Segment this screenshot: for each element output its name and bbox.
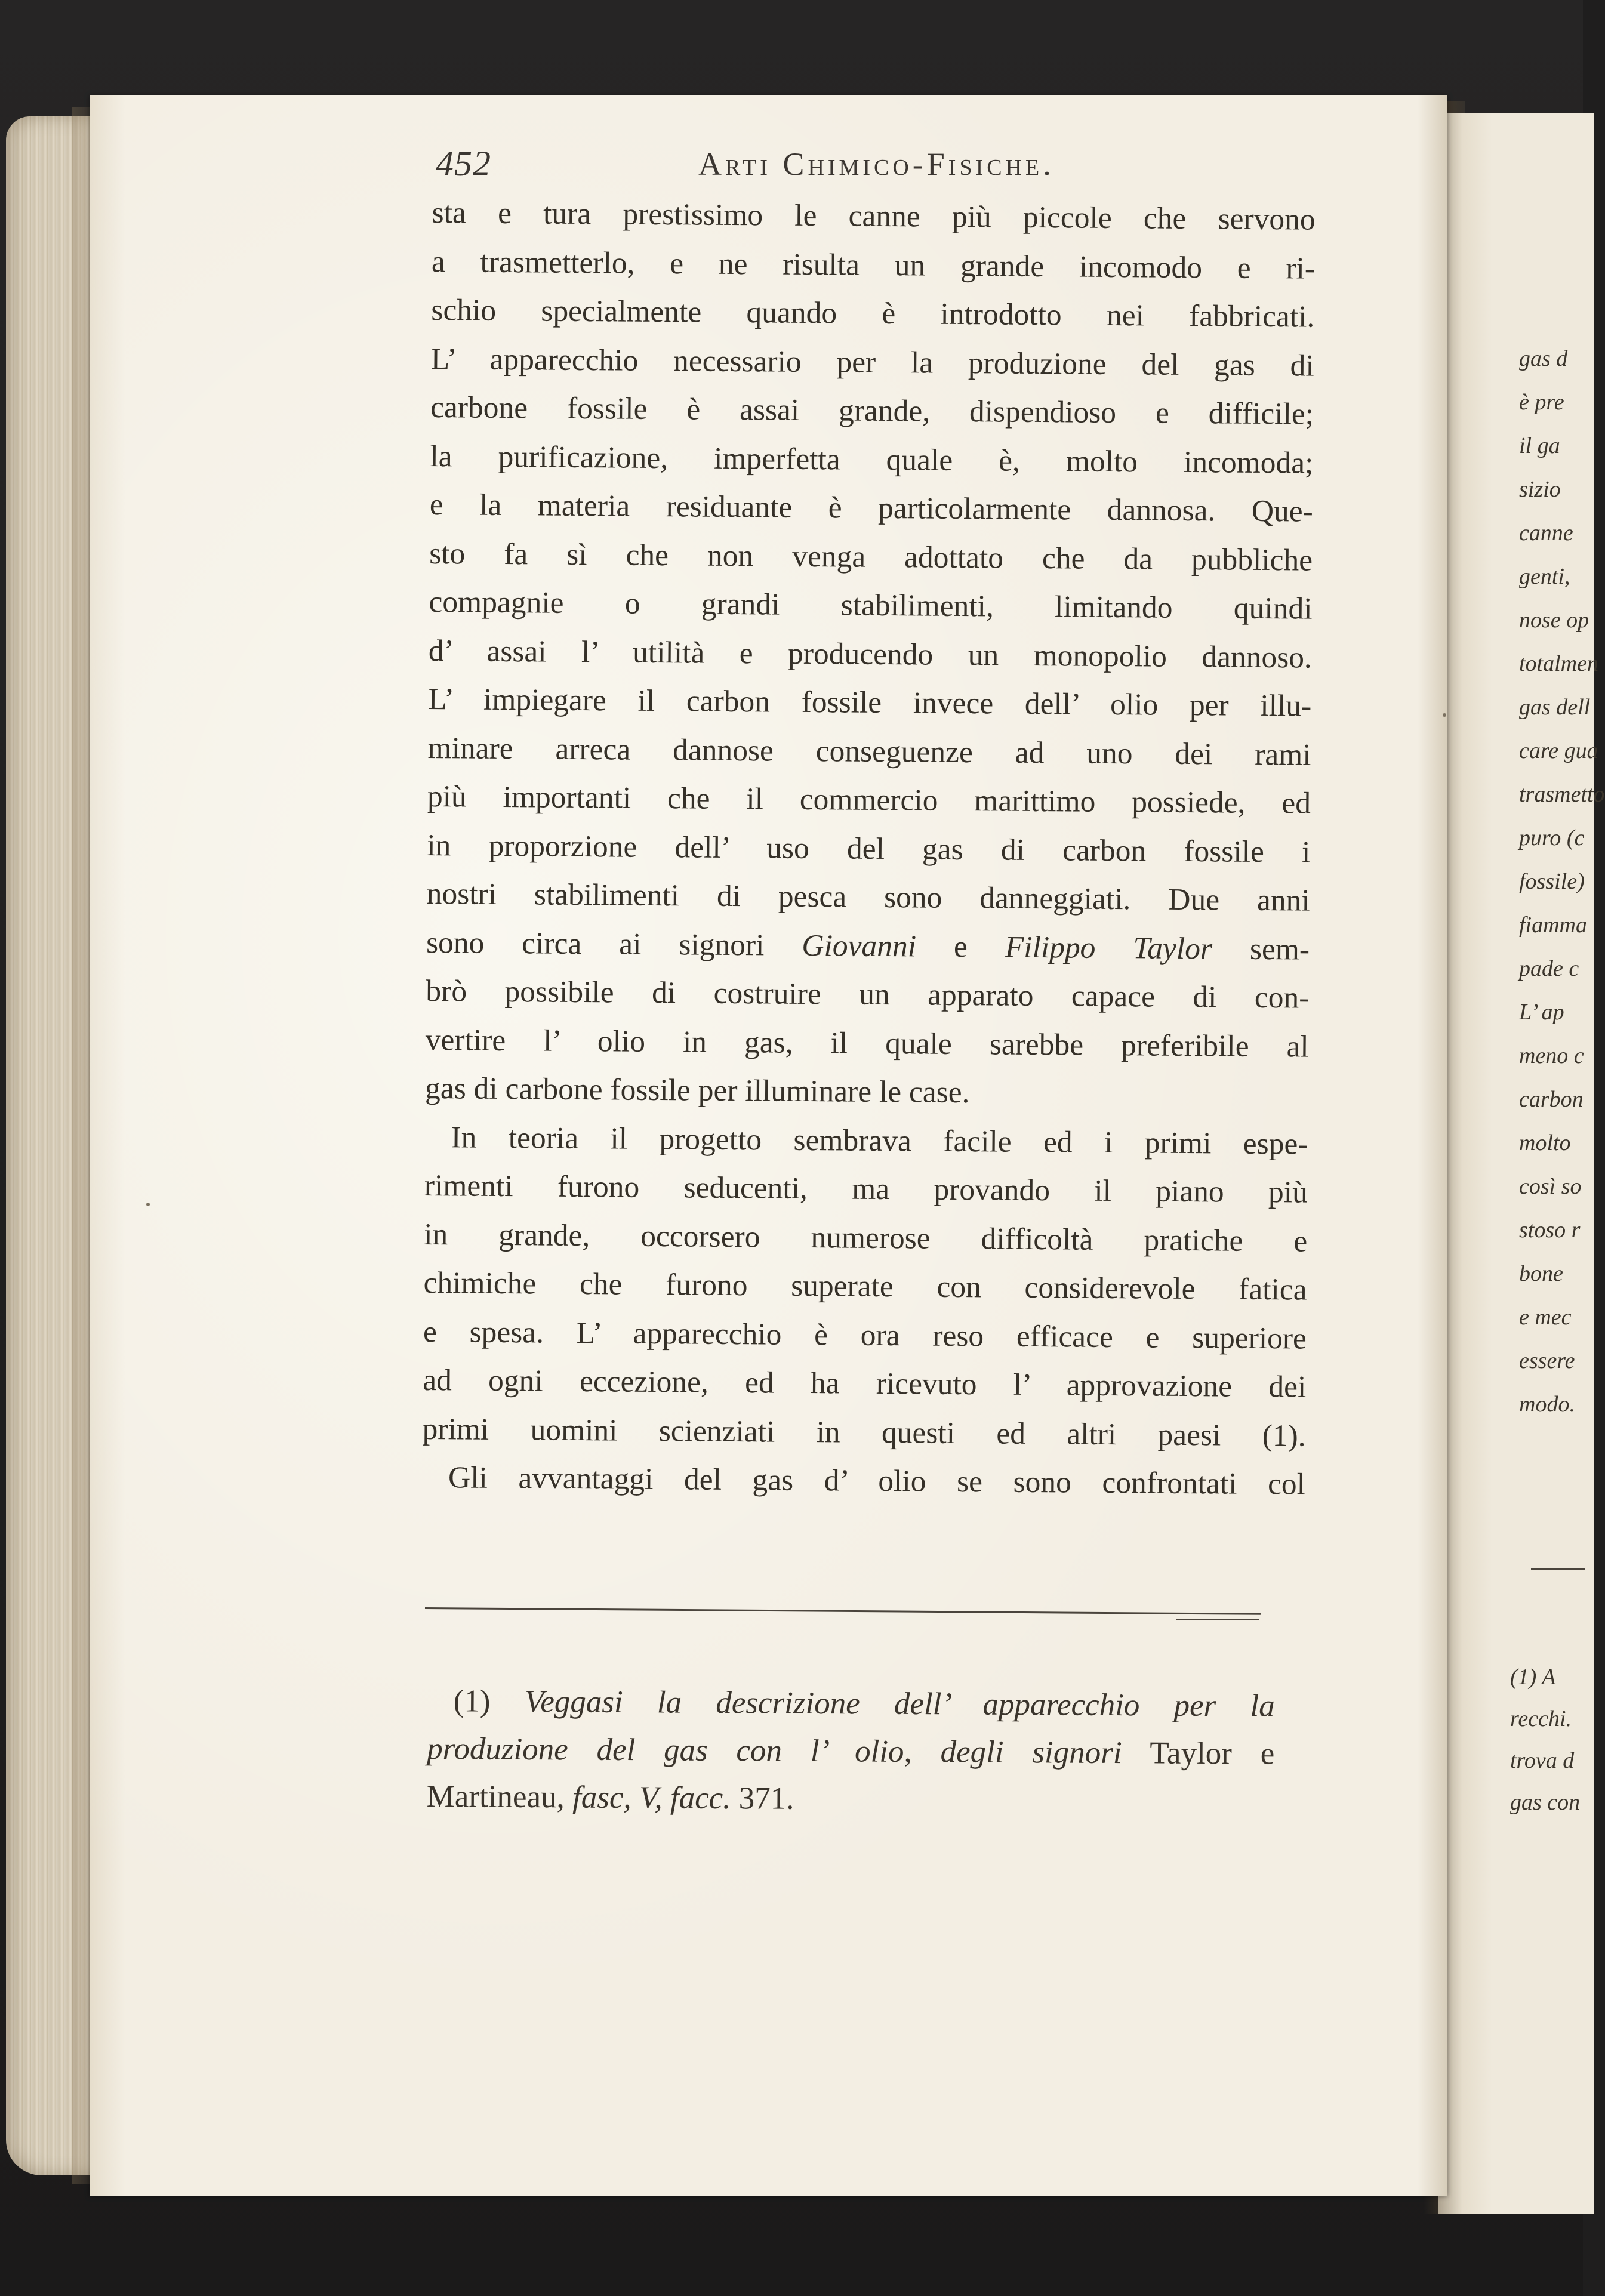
text-line: più importanti che il commercio marittimo possiede, ed: [427, 779, 1311, 821]
footnote-text: 371.: [738, 1781, 794, 1816]
right-page-line: così so: [1519, 1174, 1582, 1199]
text-line: in grande, occorsero numerose difficoltà pratiche e: [424, 1217, 1308, 1259]
text-line: sto fa sì che non venga adottato che da pubbliche: [429, 536, 1313, 578]
text-run: e: [953, 929, 968, 964]
right-page-line: trasmetto: [1519, 782, 1605, 807]
paper-speck: [146, 1203, 150, 1206]
text-line: ad ogni eccezione, ed ha ricevuto l’ approvazione dei: [423, 1363, 1307, 1404]
text-line: brò possibile di costruire un apparato capace di con-: [426, 973, 1310, 1015]
footnote-text: Taylor e: [1150, 1736, 1275, 1771]
right-footnote-line: trova d: [1510, 1748, 1575, 1773]
text-line: schio specialmente quando è introdotto nei fabbricati.: [431, 292, 1315, 334]
footnote-rule-short: [1176, 1619, 1259, 1620]
text-line: nostri stabilimenti di pesca sono danneggiati. Due anni: [426, 876, 1310, 918]
text-run: sem-: [1249, 932, 1310, 967]
footnote-line: [427, 1725, 1274, 1778]
text-line: d’ assai l’ utilità e producendo un monopolio dannoso.: [428, 633, 1313, 675]
right-footnote-line: recchi.: [1510, 1706, 1572, 1731]
text-line: primi uomini scienziati in questi ed altri paesi (1).: [422, 1411, 1306, 1453]
footnote-text: Veggasi la descrizione dell’ apparecchio per la: [524, 1684, 1275, 1724]
page-number: 452: [436, 144, 491, 183]
footnote-text: fasc,: [572, 1780, 631, 1816]
body-text: [422, 189, 1316, 1509]
right-footnote-line: (1) A: [1510, 1665, 1556, 1690]
right-page-line: sizio: [1519, 477, 1561, 502]
text-line: in proporzione dell’ uso del gas di carbon fossile i: [427, 828, 1311, 870]
right-page-line: canne: [1519, 520, 1573, 546]
text-line: L’ apparecchio necessario per la produzione del gas di: [430, 341, 1314, 383]
right-page-line: stoso r: [1519, 1218, 1581, 1243]
right-page-line: pade c: [1519, 956, 1579, 981]
text-line: sta e tura prestissimo le canne più piccole che servono: [432, 195, 1316, 237]
right-page-line: è pre: [1519, 390, 1564, 415]
right-page-text: [1519, 337, 1605, 1426]
text-line: gas di carbone fossile per illuminare le case.: [424, 1071, 970, 1110]
right-page-line: care gua: [1519, 738, 1598, 763]
footnote-text: V,: [639, 1780, 663, 1816]
footnote: [427, 1677, 1275, 1826]
right-footnote-line: gas con: [1510, 1790, 1581, 1815]
footnote-line: [427, 1773, 1274, 1826]
footnote-text: produzione del gas con l’ olio, degli signori: [427, 1731, 1122, 1771]
right-page-line: gas d: [1519, 346, 1568, 371]
footnote-text: Martineau,: [426, 1779, 565, 1815]
footnote-line: [427, 1677, 1275, 1730]
text-line: la purificazione, imperfetta quale è, molto incomoda;: [430, 439, 1314, 480]
text-line: e spesa. L’ apparecchio è ora reso efficace e superiore: [423, 1314, 1307, 1356]
right-page-line: carbon: [1519, 1087, 1584, 1112]
section-title: Arti Chimico-Fisiche.: [698, 146, 1055, 182]
right-page-line: nose op: [1519, 608, 1589, 633]
text-line: L’ impiegare il carbon fossile invece dell’ olio per illu-: [428, 682, 1312, 723]
right-page-line: e mec: [1519, 1305, 1572, 1330]
right-page-rule: [1531, 1568, 1585, 1570]
text-line: Gli avvantaggi del gas d’ olio se sono confrontati col: [448, 1460, 1306, 1502]
right-page-line: gas dell: [1519, 695, 1591, 720]
right-page-line: molto: [1519, 1130, 1571, 1155]
italic-name: Filippo Taylor: [1005, 930, 1213, 966]
right-page-line: meno c: [1519, 1043, 1584, 1068]
right-page-line: genti,: [1519, 564, 1570, 589]
right-page-line: L’ ap: [1519, 1000, 1564, 1025]
right-page-line: totalmen: [1519, 651, 1598, 676]
text-line: rimenti furono seducenti, ma provando il piano più: [424, 1168, 1308, 1210]
right-page-line: bone: [1519, 1261, 1563, 1286]
text-run: sono circa ai signori: [426, 925, 765, 962]
text-line: e la materia residuante è particolarmente dannosa. Que-: [429, 487, 1314, 529]
italic-name: Giovanni: [802, 928, 917, 963]
text-line: a trasmetterlo, e ne risulta un grande incomodo e ri-: [431, 244, 1316, 286]
running-head: [436, 143, 1331, 197]
text-line: minare arreca dannose conseguenze ad uno dei rami: [427, 731, 1311, 772]
right-page-line: modo.: [1519, 1392, 1575, 1417]
text-line: vertire l’ olio in gas, il quale sarebbe preferibile al: [425, 1022, 1309, 1064]
footnote-text: facc.: [670, 1780, 731, 1816]
text-line: carbone fossile è assai grande, dispendioso e difficile;: [430, 390, 1314, 432]
right-page-footnote: [1510, 1656, 1588, 1823]
text-line: compagnie o grandi stabilimenti, limitando quindi: [429, 584, 1313, 626]
right-page-line: il ga: [1519, 433, 1560, 458]
text-line-mixed: [426, 918, 1310, 973]
right-page-line: fossile): [1519, 869, 1585, 894]
right-page-line: essere: [1519, 1348, 1575, 1373]
footnote-marker: (1): [453, 1684, 491, 1719]
paper-speck: [1443, 713, 1446, 717]
right-page-line: fiamma: [1519, 913, 1587, 938]
text-line: chimiche che furono superate con considerevole fatica: [423, 1265, 1307, 1307]
right-page-line: puro (c: [1519, 825, 1585, 850]
text-line: In teoria il progetto sembrava facile ed i primi espe-: [451, 1120, 1308, 1161]
